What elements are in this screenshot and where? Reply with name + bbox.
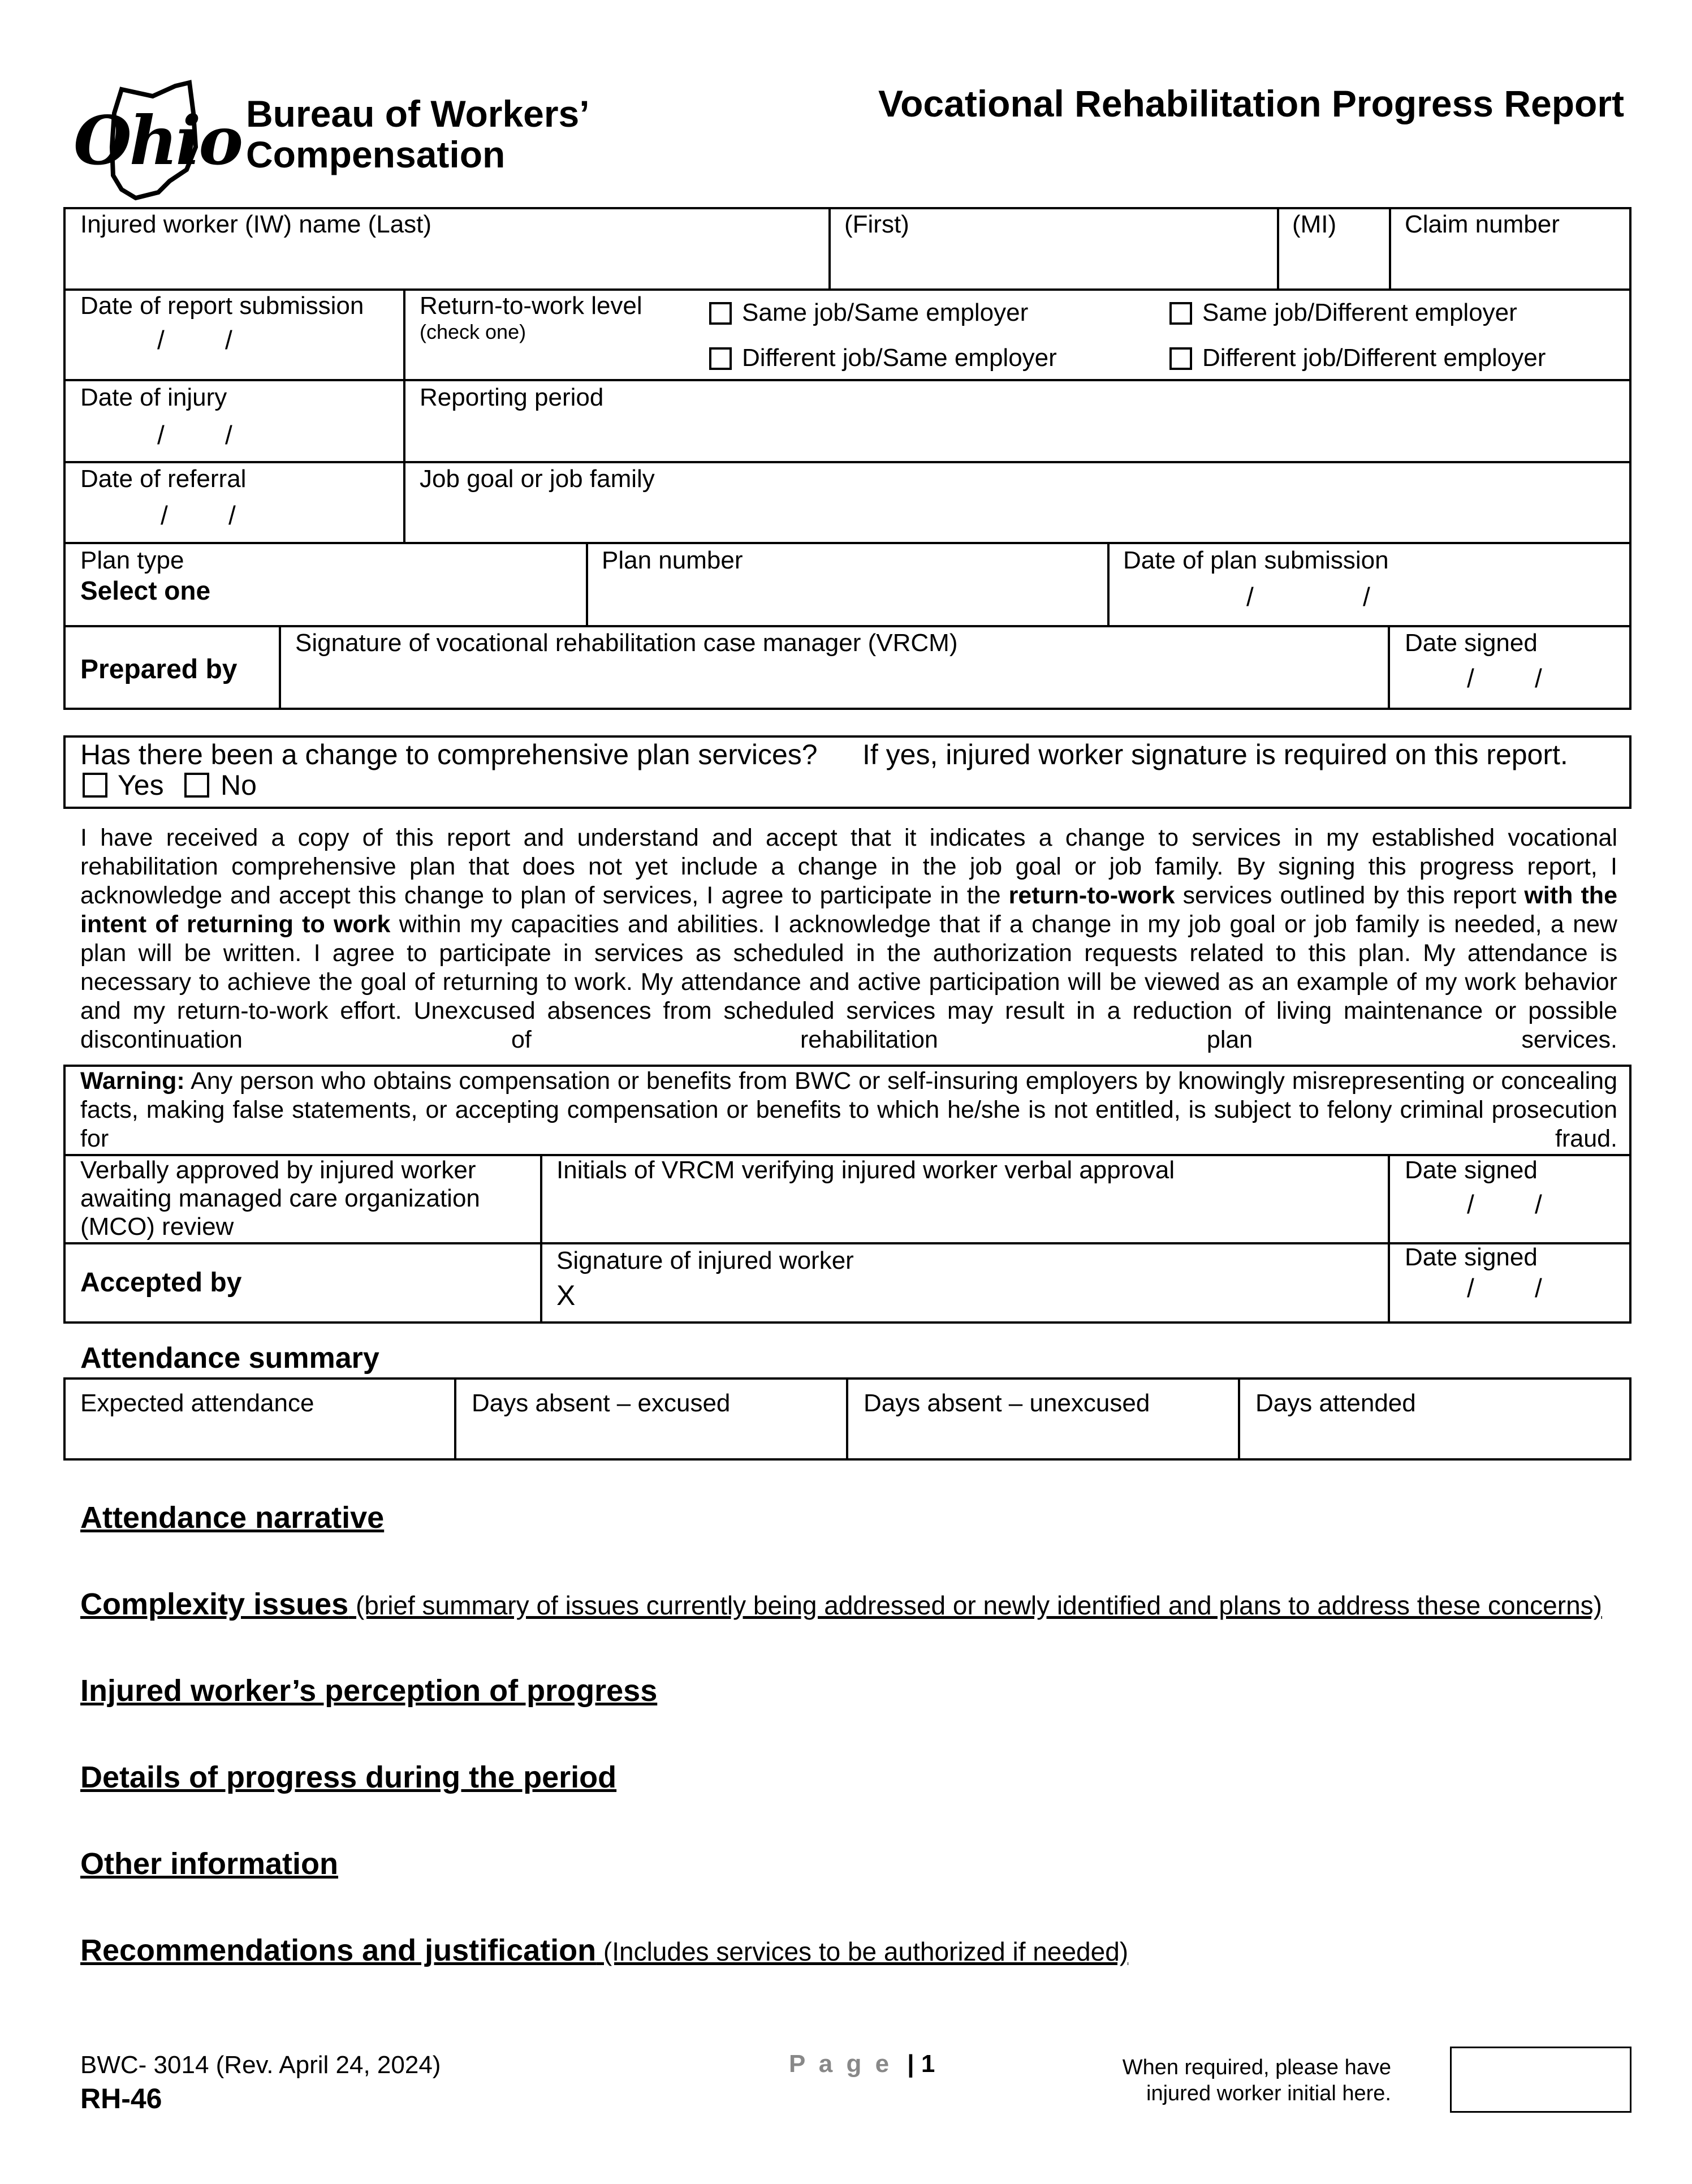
iw-last-name-input[interactable] — [80, 243, 818, 278]
prepared-date-signed-label: Date signed — [1405, 629, 1538, 657]
rtw-different-job-different-employer-checkbox[interactable] — [1169, 347, 1192, 370]
section-title: Attendance narrative — [80, 1501, 385, 1535]
org-name-line2: Compensation — [246, 133, 506, 175]
accepted-date-slash-2: / — [1535, 1273, 1542, 1303]
plan-type-label: Plan type — [80, 546, 184, 574]
reporting-period-label: Reporting period — [420, 384, 604, 411]
iw-first-name-input[interactable] — [844, 243, 1265, 278]
page-number-value: 1 — [921, 2050, 935, 2078]
plan-type-select[interactable]: Select one — [80, 576, 211, 605]
vrcm-signature-label: Signature of vocational rehabilitation case manager (VRCM) — [295, 629, 958, 657]
plan-number-label: Plan number — [602, 546, 743, 574]
iw-first-name-label: (First) — [844, 210, 909, 238]
change-note: If yes, injured worker signature is required on this report. — [862, 739, 1568, 770]
initial-prompt-line2: injured worker initial here. — [1146, 2082, 1391, 2105]
report-date-slash-1: / — [157, 325, 165, 355]
change-yes-checkbox[interactable] — [83, 773, 107, 798]
iw-last-name-label: Injured worker (IW) name (Last) — [80, 210, 432, 238]
verbal-approval-line3: (MCO) review — [80, 1213, 234, 1240]
attendance-column-header: Days absent – unexcused — [864, 1389, 1150, 1417]
expected-attendance-input[interactable] — [80, 1421, 444, 1454]
ack-bold-2: with the intent of returning to work — [80, 882, 1617, 938]
page-separator: | — [907, 2050, 914, 2078]
section-title: Details of progress during the period — [80, 1760, 617, 1794]
rtw-option-label: Same job/Different employer — [1202, 299, 1517, 326]
attendance-column-header: Days attended — [1255, 1389, 1416, 1417]
section-title: Recommendations and justification — [80, 1933, 597, 1967]
ack-bold-1: return-to-work — [1008, 882, 1175, 909]
plan-submission-label: Date of plan submission — [1123, 546, 1389, 574]
job-goal-input[interactable] — [420, 500, 1609, 535]
page-label: P a g e — [789, 2050, 893, 2078]
section-heading — [80, 1673, 657, 1708]
section-heading — [80, 1500, 384, 1535]
prepared-date-slash-2: / — [1535, 664, 1542, 693]
claim-number-input[interactable] — [1405, 243, 1622, 278]
days-attended-input[interactable] — [1255, 1421, 1620, 1454]
initial-prompt-line1: When required, please have — [1122, 2056, 1391, 2079]
warning-body: Any person who obtains compensation or benefits from BWC or self-insuring employers by knowingly misrepresenting or concealing facts, making false statements, or accepting compensation or benefits to which he/she is not entitled, is subject to felony criminal prosecution for fraud. — [80, 1067, 1617, 1152]
acknowledgement-paragraph — [80, 824, 1617, 1054]
ack-text-3: within my capacities and abilities. I acknowledge that if a change in my job goal or job family is needed, a new plan will be written. I agree to participate in services as scheduled in the authorization requests related to this plan. My attendance is necessary to achieve the goal of returning to work. My attendance and active participation will be viewed as an example of my work behavior and my return-to-work effort. Unexcused absences from scheduled services may result in a reduction of living maintenance or possible discontinuation of rehabilitation plan services. — [80, 911, 1617, 1053]
vrcm-signature-field[interactable] — [295, 660, 1370, 699]
injury-date-slash-2: / — [225, 420, 232, 450]
attendance-column-header: Days absent – excused — [472, 1389, 731, 1417]
section-note: (Includes services to be authorized if needed) — [596, 1937, 1129, 1966]
accepted-date-signed-label: Date signed — [1405, 1243, 1538, 1271]
prepared-date-slash-1: / — [1467, 664, 1474, 693]
prepared-by-label: Prepared by — [80, 654, 238, 684]
claim-number-label: Claim number — [1405, 210, 1560, 238]
section-title: Complexity issues — [80, 1587, 349, 1621]
change-question: Has there been a change to comprehensive plan services? — [80, 739, 818, 770]
ohio-logo — [68, 79, 241, 204]
section-note: (brief summary of issues currently being addressed or newly identified and plans to address these concerns) — [348, 1591, 1602, 1620]
report-submission-label: Date of report submission — [80, 292, 364, 320]
accepted-by-label: Accepted by — [80, 1268, 242, 1298]
referral-date-label: Date of referral — [80, 465, 247, 493]
change-no-label: No — [221, 769, 257, 801]
iw-initial-box[interactable] — [1450, 2047, 1631, 2113]
page-number — [789, 2050, 935, 2078]
vrcm-initials-label: Initials of VRCM verifying injured worker verbal approval — [556, 1156, 1175, 1184]
ack-text-2: services outlined by this report — [1175, 882, 1525, 909]
iw-signature-x-mark: X — [556, 1280, 576, 1311]
verbal-approval-line1: Verbally approved by injured worker — [80, 1156, 476, 1184]
warning-label: Warning: — [80, 1067, 185, 1095]
days-absent-unexcused-input[interactable] — [864, 1421, 1228, 1454]
vrcm-initials-input[interactable] — [556, 1194, 1373, 1229]
rtw-option-label: Same job/Same employer — [742, 299, 1029, 326]
logo-wordmark: Ohio — [74, 101, 241, 180]
rtw-same-job-different-employer-checkbox[interactable] — [1169, 302, 1192, 325]
ack-text-1: I have received a copy of this report and understand and accept that it indicates a change to services in my established vocational rehabilitation comprehensive plan that does not yet include a change in the job goal or job family. By signing this progress report, I acknowledge and accept this change to plan of services, I agree to participate in the — [80, 824, 1617, 909]
form-title: Vocational Rehabilitation Progress Report — [878, 83, 1624, 124]
verbal-date-slash-2: / — [1535, 1190, 1542, 1219]
change-yes-label: Yes — [118, 769, 164, 801]
iw-mi-input[interactable] — [1292, 243, 1379, 278]
warning-text — [80, 1067, 1617, 1153]
plan-number-input[interactable] — [602, 579, 1090, 614]
section-title: Other information — [80, 1847, 338, 1881]
plan-date-slash-1: / — [1246, 582, 1254, 611]
report-date-slash-2: / — [225, 325, 232, 355]
attendance-column-header: Expected attendance — [80, 1389, 314, 1417]
change-no-checkbox[interactable] — [184, 773, 209, 798]
reporting-period-input[interactable] — [420, 419, 1609, 454]
attendance-summary-title: Attendance summary — [80, 1342, 379, 1375]
rtw-level-label: Return-to-work level — [420, 292, 642, 320]
verbal-date-signed-label: Date signed — [1405, 1156, 1538, 1184]
rtw-same-job-same-employer-checkbox[interactable] — [709, 302, 732, 325]
rtw-different-job-same-employer-checkbox[interactable] — [709, 347, 732, 370]
section-heading — [80, 1587, 1602, 1622]
rtw-option-label: Different job/Same employer — [742, 344, 1057, 372]
iw-signature-label: Signature of injured worker — [556, 1247, 854, 1274]
accepted-date-slash-1: / — [1467, 1273, 1474, 1303]
verbal-approval-line2: awaiting managed care organization — [80, 1184, 480, 1212]
rtw-level-hint: (check one) — [420, 320, 526, 343]
iw-mi-label: (MI) — [1292, 210, 1337, 238]
form-id: BWC- 3014 (Rev. April 24, 2024) — [80, 2051, 441, 2079]
plan-date-slash-2: / — [1363, 582, 1370, 611]
iw-signature-field[interactable] — [582, 1277, 1374, 1315]
section-heading — [80, 1933, 1128, 1968]
org-name-line1: Bureau of Workers’ — [246, 93, 590, 135]
rh-code: RH-46 — [80, 2083, 162, 2114]
injury-date-label: Date of injury — [80, 384, 227, 411]
rtw-option-label: Different job/Different employer — [1202, 344, 1546, 372]
section-title: Injured worker’s perception of progress — [80, 1674, 658, 1708]
section-heading — [80, 1846, 338, 1881]
referral-date-slash-2: / — [228, 501, 236, 530]
job-goal-label: Job goal or job family — [420, 465, 655, 493]
referral-date-slash-1: / — [161, 501, 168, 530]
days-absent-excused-input[interactable] — [472, 1421, 836, 1454]
injury-date-slash-1: / — [157, 420, 165, 450]
verbal-date-slash-1: / — [1467, 1190, 1474, 1219]
section-heading — [80, 1760, 616, 1795]
